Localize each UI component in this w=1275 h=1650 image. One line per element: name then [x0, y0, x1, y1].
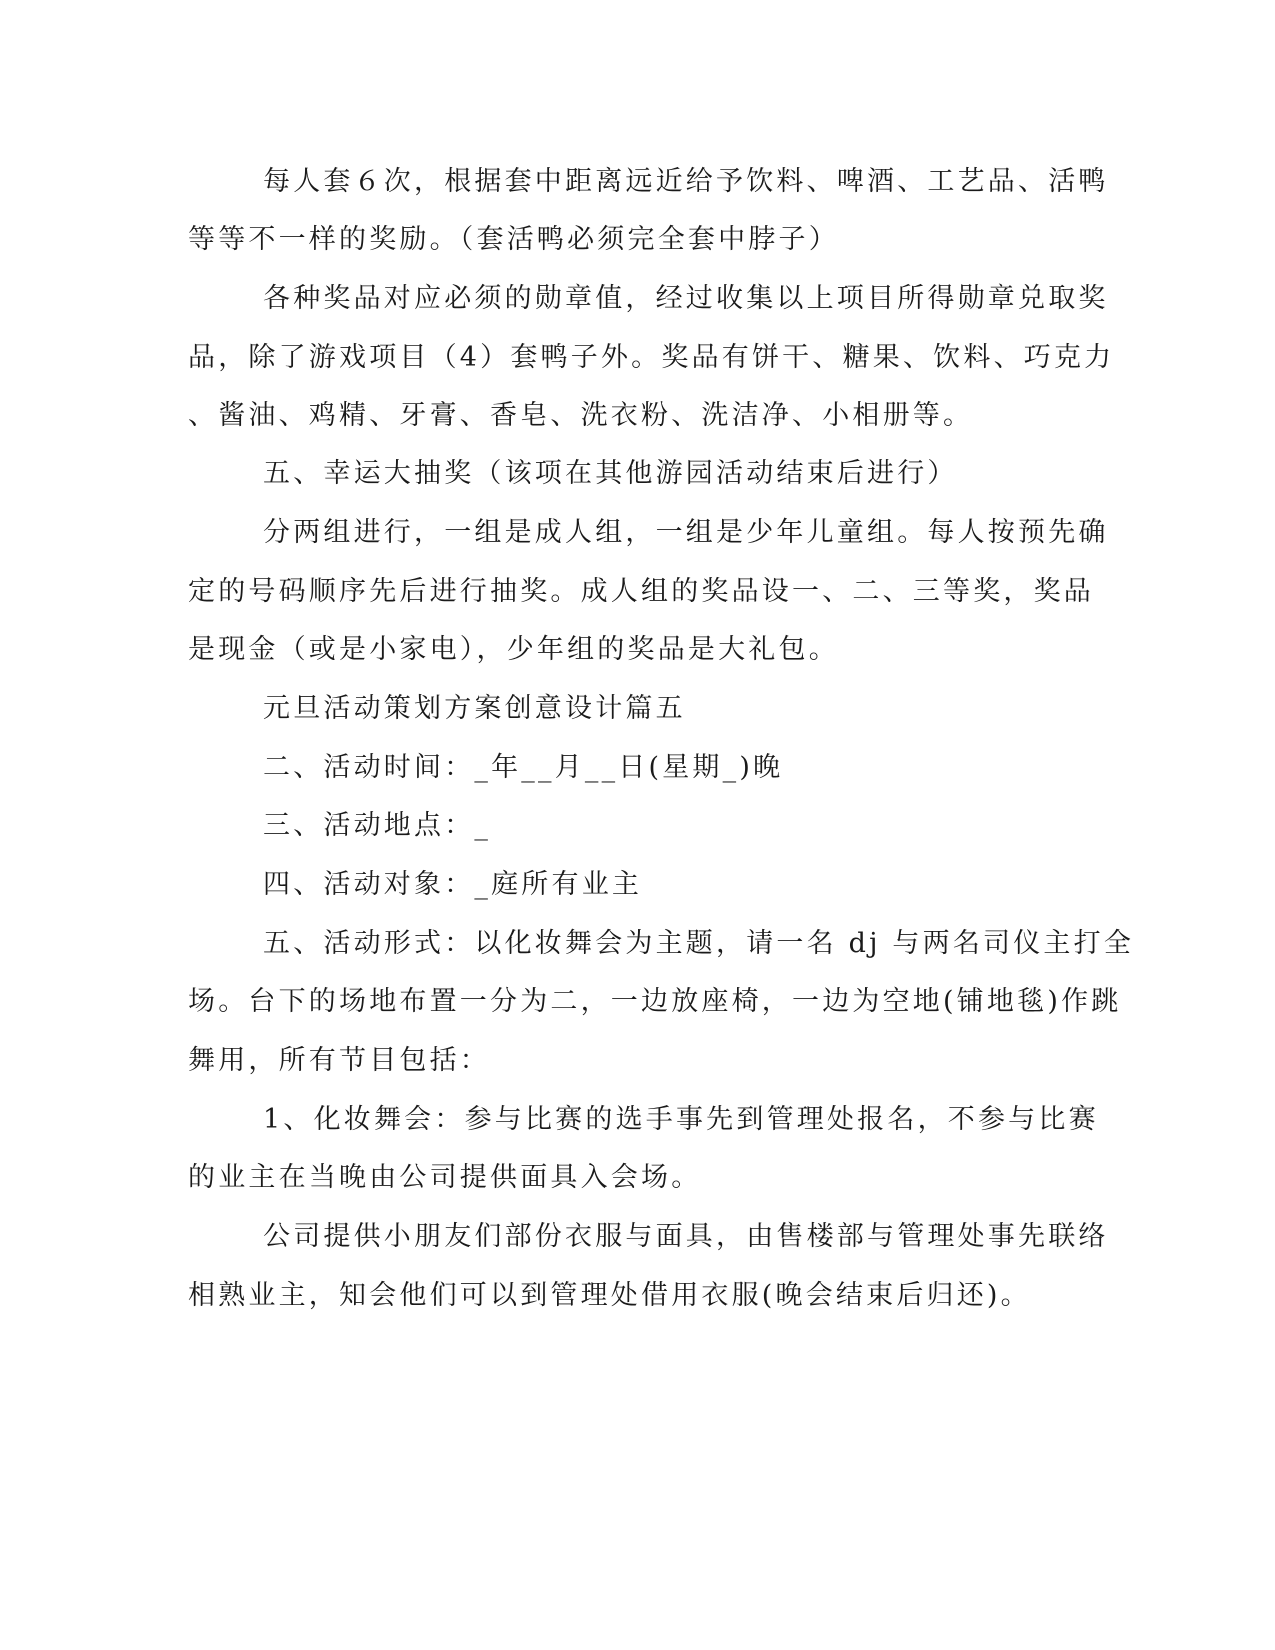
- paragraph-line: 公司提供小朋友们部份衣服与面具，由售楼部与管理处事先联络: [263, 1221, 1109, 1252]
- paragraph-line: 、酱油、鸡精、牙膏、香皂、洗衣粉、洗洁净、小相册等。: [188, 400, 974, 431]
- activity-location: 三、活动地点：_: [263, 810, 492, 841]
- paragraph-line: 五、活动形式：以化妆舞会为主题，请一名 dj 与两名司仪主打全: [263, 928, 1135, 959]
- paragraph-line: 场。台下的场地布置一分为二，一边放座椅，一边为空地(铺地毯)作跳: [188, 986, 1122, 1017]
- paragraph-line: 是现金（或是小家电），少年组的奖品是大礼包。: [188, 634, 839, 665]
- paragraph-line: 分两组进行，一组是成人组，一组是少年儿童组。每人按预先确: [263, 517, 1109, 548]
- paragraph-line: 品，除了游戏项目（4）套鸭子外。奖品有饼干、糖果、饮料、巧克力: [188, 342, 1115, 373]
- paragraph-line: 定的号码顺序先后进行抽奖。成人组的奖品设一、二、三等奖，奖品: [188, 576, 1094, 607]
- activity-time: 二、活动时间：_年__月__日(星期_)晚: [263, 752, 784, 783]
- section-heading: 五、幸运大抽奖（该项在其他游园活动结束后进行）: [263, 458, 958, 489]
- paragraph-line: 舞用，所有节目包括：: [188, 1045, 490, 1076]
- activity-audience: 四、活动对象：_庭所有业主: [263, 869, 643, 900]
- paragraph-line: 相熟业主，知会他们可以到管理处借用衣服(晚会结束后归还)。: [188, 1280, 1031, 1311]
- paragraph-line: 等等不一样的奖励。（套活鸭必须完全套中脖子）: [188, 224, 839, 255]
- paragraph-line: 各种奖品对应必须的勋章值，经过收集以上项目所得勋章兑取奖: [263, 283, 1109, 314]
- paragraph-line: 1、化妆舞会：参与比赛的选手事先到管理处报名，不参与比赛: [263, 1104, 1099, 1135]
- section-title: 元旦活动策划方案创意设计篇五: [263, 693, 686, 724]
- paragraph-line: 每人套６次，根据套中距离远近给予饮料、啤酒、工艺品、活鸭: [263, 166, 1109, 197]
- paragraph-line: 的业主在当晚由公司提供面具入会场。: [188, 1162, 702, 1193]
